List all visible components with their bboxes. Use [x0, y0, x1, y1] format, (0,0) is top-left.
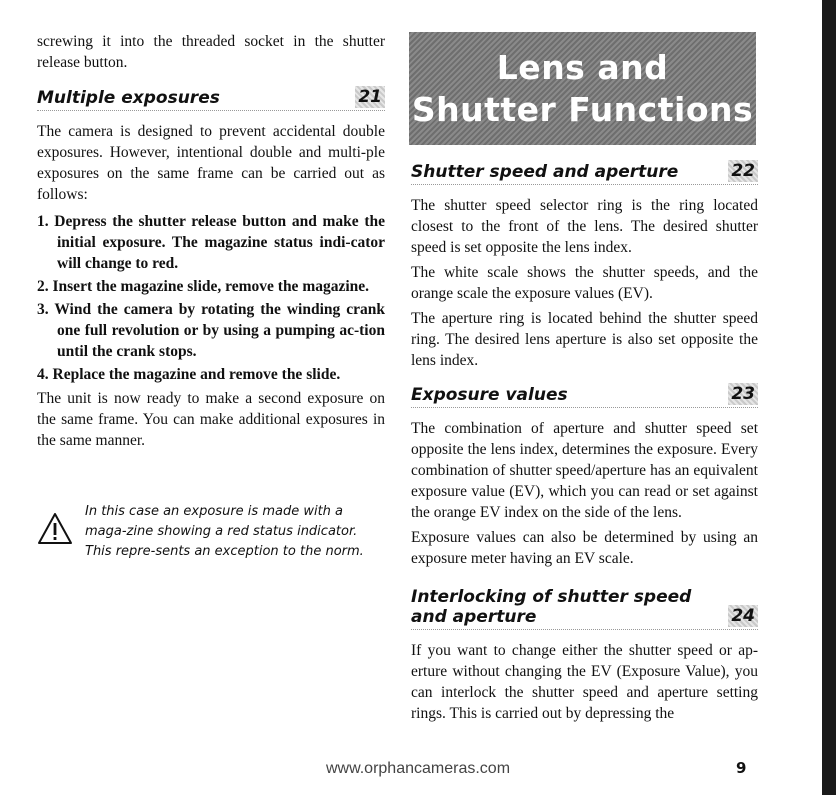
- section-number: 21: [355, 86, 385, 108]
- section-title: Shutter speed and aperture: [411, 162, 679, 182]
- section-header-exposure-values: [411, 383, 758, 408]
- multiple-exposures-paragraph: The camera is designed to prevent accidental double exposures. However, intentional double and multi-ple exposures on the same frame can be carried out as follows:: [37, 123, 385, 203]
- section-title: Multiple exposures: [37, 88, 220, 108]
- warning-triangle-icon: [37, 512, 73, 546]
- page-edge: [822, 0, 836, 795]
- step-item: 4. Replace the magazine and remove the slide.: [37, 366, 341, 383]
- left-column: [37, 0, 385, 559]
- step-item: 1. Depress the shutter release button and make the initial exposure. The magazine status indi-cator will change to red.: [37, 213, 385, 272]
- warning-note: [37, 502, 385, 562]
- step-item: 3. Wind the camera by rotating the winding crank one full revolution or by using a pumping ac-tion until the crank stops.: [37, 301, 385, 360]
- shutter-speed-paragraph: The shutter speed selector ring is the ring located closest to the front of the lens. The desired shutter speed is set opposite the lens index.: [411, 197, 758, 256]
- after-steps-paragraph: The unit is now ready to make a second exposure on the same frame. You can make additional exposures in the same manner.: [37, 390, 385, 449]
- page-number: 9: [736, 759, 747, 777]
- section-header-interlocking: [411, 587, 758, 630]
- shutter-speed-paragraph: The aperture ring is located behind the shutter speed ring. The desired lens aperture is also set opposite the lens index.: [411, 310, 758, 369]
- interlocking-paragraph: If you want to change either the shutter speed or ap-erture without changing the EV (Exposure Value), you can interlock the shutter speed and aperture setting rings. This is carried out by depressing the: [411, 642, 758, 722]
- shutter-speed-paragraph: The white scale shows the shutter speeds, and the orange scale the exposure values (EV).: [411, 264, 758, 302]
- section-header-shutter-speed: [411, 160, 758, 185]
- right-column: [411, 160, 758, 724]
- section-title-line: Interlocking of shutter speed: [411, 587, 692, 607]
- intro-paragraph: screwing it into the threaded socket in the shutter release button.: [37, 33, 385, 71]
- chapter-title-box: [409, 32, 756, 145]
- note-text: In this case an exposure is made with a maga-zine showing a red status indicator. This repre-sents an exception to the norm.: [85, 504, 364, 559]
- section-number: 24: [728, 605, 758, 627]
- exposure-values-paragraph: The combination of aperture and shutter speed set opposite the lens index, determines the exposure. Every combination of shutter speed/aperture has an equivalent exposure value (EV), which you can read or set against the orange EV index on the side of the lens.: [411, 420, 758, 521]
- exposure-values-paragraph: Exposure values can also be determined by using an exposure meter having an EV scale.: [411, 529, 758, 567]
- section-number: 23: [728, 383, 758, 405]
- section-title-line: and aperture: [411, 607, 537, 627]
- section-title: [411, 587, 691, 627]
- footer-url: www.orphancameras.com: [325, 760, 511, 777]
- section-title: Exposure values: [411, 385, 568, 405]
- section-header-multiple-exposures: [37, 86, 385, 111]
- chapter-title-line1: Lens and: [496, 47, 669, 87]
- step-item: 2. Insert the magazine slide, remove the magazine.: [37, 278, 370, 295]
- steps-list: [37, 211, 385, 385]
- section-number: 22: [728, 160, 758, 182]
- chapter-title-line2: Shutter Functions: [411, 89, 754, 129]
